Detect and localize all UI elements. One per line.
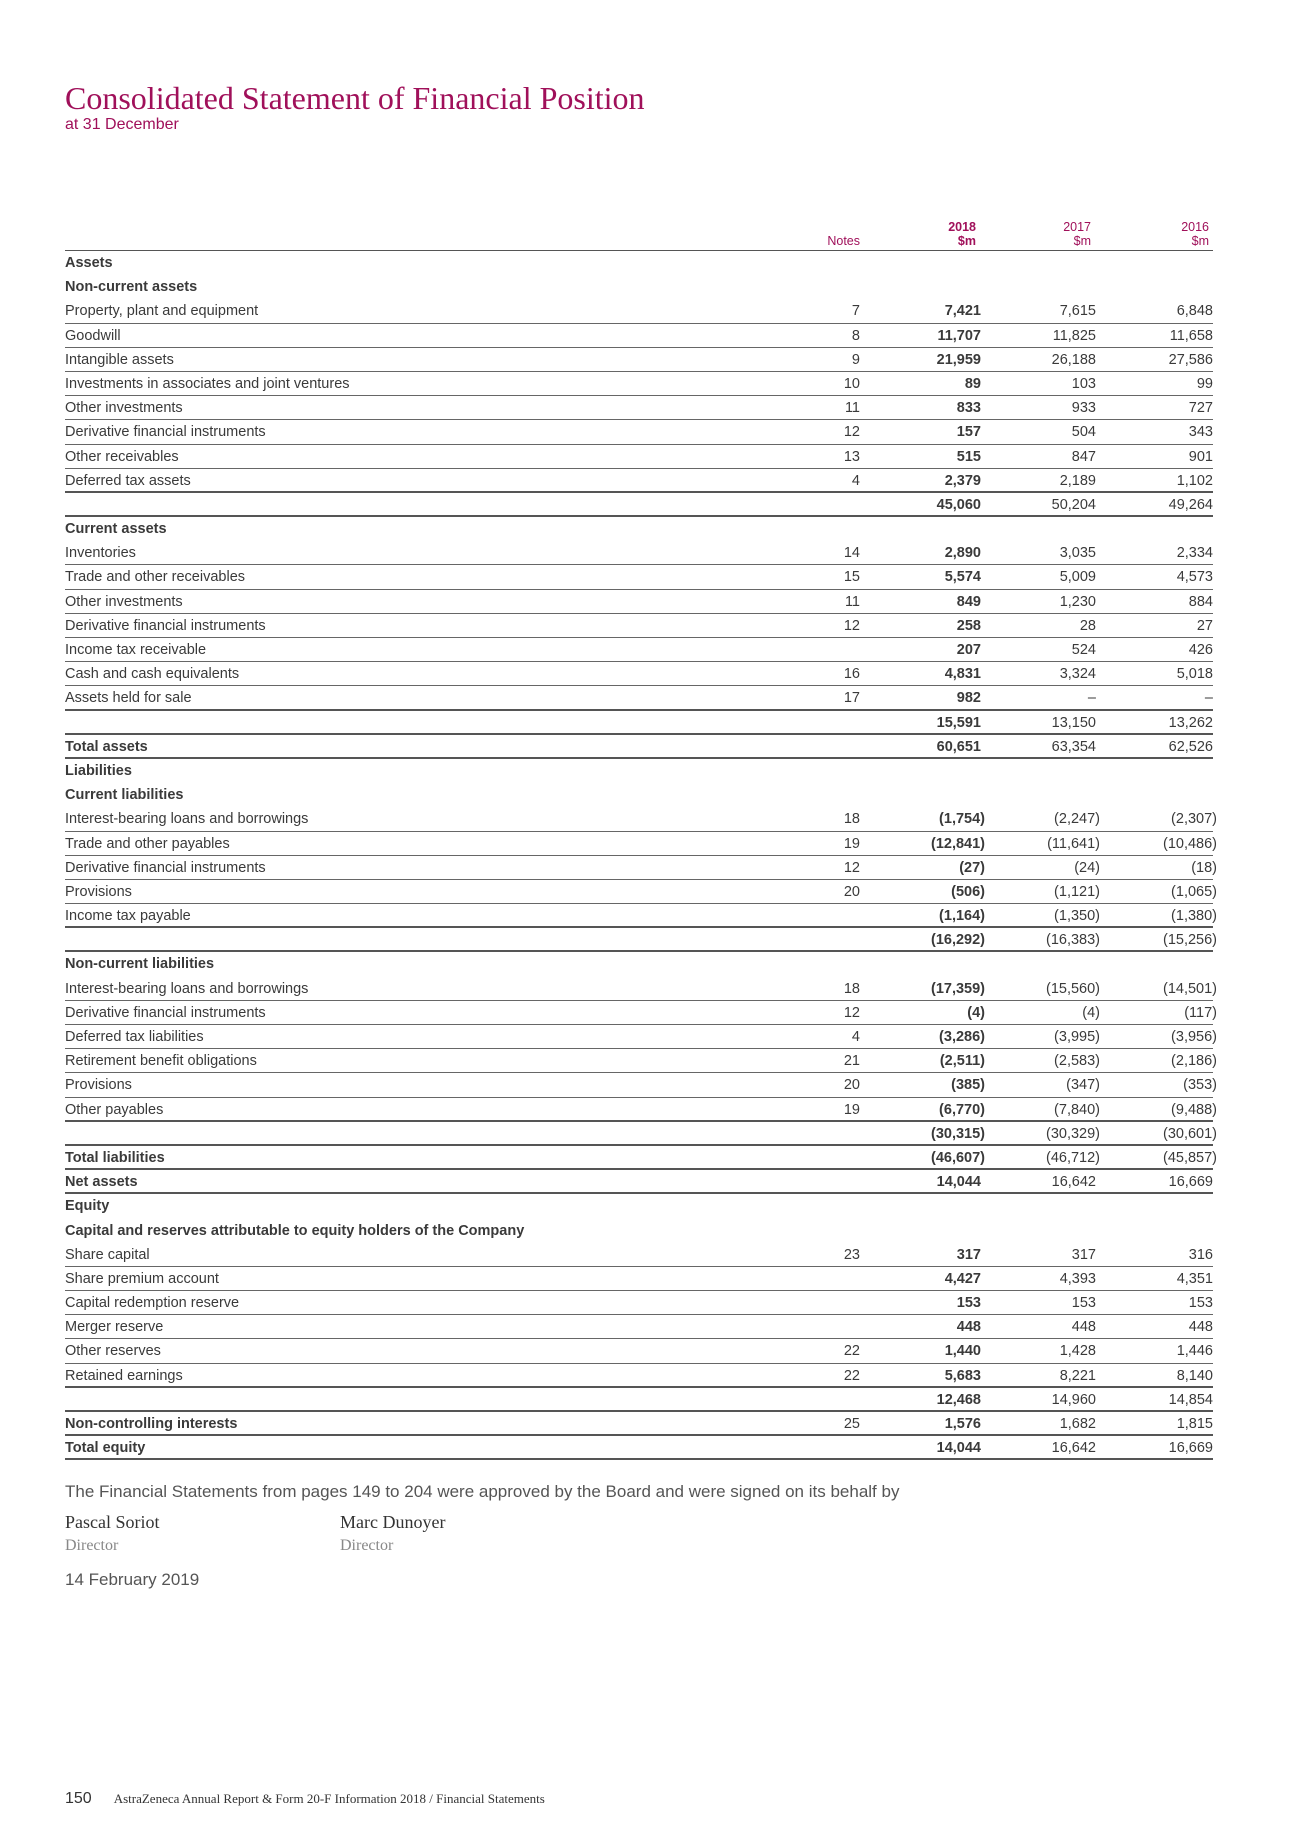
table-row [65,832,1217,856]
total-row [65,1412,1213,1436]
value-2016: 4,351 [1176,1270,1213,1287]
value-2017: 50,204 [1051,496,1096,513]
value-2018: (46,607) [930,1149,985,1166]
value-2017: 1,230 [1059,593,1096,610]
total-row [65,1170,1213,1194]
value-2017: 5,009 [1059,569,1096,586]
value-2017: 153 [1071,1295,1096,1312]
note-ref: 22 [843,1367,860,1384]
notes-column-header: Notes [827,234,860,248]
row-label: Equity [65,1198,110,1215]
value-2017: 3,324 [1059,666,1096,683]
value-2016: 1,815 [1176,1416,1213,1432]
value-2018: 157 [956,424,981,441]
row-label: Merger reserve [65,1319,164,1336]
year-2017-column-header: 2017 $m [1063,220,1091,248]
value-2018: 89 [964,375,981,392]
subtotal-row [65,711,1213,735]
value-2018: 849 [956,593,981,610]
row-label: Deferred tax liabilities [65,1029,204,1045]
row-label: Liabilities [65,762,132,779]
value-2017: 26,188 [1051,351,1096,368]
note-ref: 9 [851,351,860,368]
table-row [65,541,1213,565]
note-ref: 19 [843,1101,860,1118]
row-label: Total equity [65,1440,146,1457]
note-ref: 11 [844,400,860,417]
note-ref: 10 [843,375,860,392]
table-header [65,213,1213,251]
value-2018: 12,468 [936,1391,981,1408]
note-ref: 17 [843,690,860,707]
row-label: Interest-bearing loans and borrowings [65,980,309,997]
value-2017: 3,035 [1059,545,1096,562]
value-2017: 16,642 [1051,1440,1096,1457]
table-row [65,469,1213,493]
value-2016: (1,065) [1171,883,1217,900]
value-2018: 2,890 [944,545,981,562]
value-2016: (117) [1184,1004,1217,1021]
row-label: Retirement benefit obligations [65,1053,257,1070]
page-number: 150 [65,1790,92,1807]
table-row [65,372,1213,396]
value-2017: (347) [1066,1077,1100,1094]
note-ref: 19 [843,835,860,852]
table-row [65,1098,1217,1122]
value-2016: (30,601) [1162,1125,1217,1142]
table-row [65,1291,1213,1315]
row-label: Trade and other payables [65,835,230,852]
section-heading [65,759,1213,783]
value-2016: (45,857) [1162,1149,1217,1166]
signatory-role: Director [65,1537,119,1554]
note-ref: 4 [851,1029,860,1045]
note-ref: 20 [843,1077,860,1094]
value-2016: (2,186) [1171,1053,1217,1070]
row-label: Non-current liabilities [65,956,215,973]
table-row [65,445,1213,469]
note-ref: 12 [843,1004,860,1021]
year-2016-column-header: 2016 $m [1181,220,1209,248]
value-2018: 4,427 [944,1270,981,1287]
value-2017: 448 [1071,1319,1096,1336]
row-label: Other payables [65,1101,164,1118]
value-2018: 1,576 [944,1416,981,1432]
page-subtitle: at 31 December [65,116,179,133]
note-ref: 18 [843,980,860,997]
value-2018: 5,683 [944,1367,981,1384]
section-heading [65,1194,1213,1218]
note-ref: 15 [843,569,860,586]
value-2017: 4,393 [1059,1270,1096,1287]
table-row [65,638,1213,662]
total-row [65,735,1213,759]
row-label: Cash and cash equivalents [65,666,240,683]
value-2018: 4,831 [944,666,981,683]
value-2018: 14,044 [936,1440,981,1457]
note-ref: 12 [843,859,860,876]
value-2016: 316 [1188,1246,1213,1263]
value-2018: (30,315) [930,1125,985,1142]
value-2017: (16,383) [1045,932,1100,949]
value-2017: 13,150 [1051,714,1096,731]
value-2017: (24) [1074,859,1100,876]
value-2018: (506) [951,883,985,900]
value-2016: (18) [1191,859,1217,876]
value-2016: 99 [1196,375,1213,392]
row-label: Non-controlling interests [65,1416,238,1432]
value-2017: 2,189 [1059,472,1096,489]
row-label: Retained earnings [65,1367,183,1384]
value-2017: 317 [1071,1246,1096,1263]
table-row [65,348,1213,372]
value-2016: (14,501) [1162,980,1217,997]
table-row [65,1243,1213,1267]
value-2016: 884 [1188,593,1213,610]
signatory-role: Director [340,1537,394,1554]
value-2017: (2,247) [1054,811,1100,828]
table-row [65,856,1217,880]
value-2018: (1,754) [939,811,985,828]
signatory-2 [340,1512,445,1555]
row-label: Current assets [65,521,167,538]
value-2017: (3,995) [1054,1029,1100,1045]
table-row [65,807,1217,831]
value-2018: 15,591 [936,714,981,731]
row-label: Capital redemption reserve [65,1295,240,1312]
total-row [65,1146,1217,1170]
value-2017: (1,350) [1054,908,1100,925]
signatory-1 [65,1512,160,1555]
value-2016: 11,658 [1169,327,1213,344]
note-ref: 11 [844,593,860,610]
subtotal-row [65,928,1217,952]
value-2018: 982 [956,690,981,707]
table-row [65,299,1213,323]
subtotal-row [65,493,1213,517]
value-2017: (4) [1082,1004,1100,1021]
row-label: Derivative financial instruments [65,1004,266,1021]
section-heading [65,783,1213,807]
value-2018: 5,574 [944,569,981,586]
note-ref: 4 [851,472,860,489]
value-2017: 14,960 [1051,1391,1096,1408]
row-label: Net assets [65,1174,138,1191]
value-2018: (6,770) [939,1101,985,1118]
value-2016: – [1204,690,1213,707]
note-ref: 8 [851,327,860,344]
value-2018: 515 [956,448,981,465]
value-2016: 27,586 [1168,351,1213,368]
note-ref: 16 [843,666,860,683]
note-ref: 18 [843,811,860,828]
table-row [65,1267,1213,1291]
row-label: Assets held for sale [65,690,192,707]
value-2016: 16,669 [1168,1440,1213,1457]
year-2018-column-header: 2018 $m [948,220,976,248]
row-label: Derivative financial instruments [65,859,266,876]
row-label: Other investments [65,593,183,610]
approval-date: 14 February 2019 [65,1570,200,1589]
value-2017: (1,121) [1054,883,1100,900]
value-2018: 258 [956,617,981,634]
row-label: Income tax receivable [65,642,207,658]
table-row [65,396,1213,420]
value-2017: 1,682 [1059,1416,1096,1432]
value-2017: 524 [1071,642,1096,658]
subtotal-row [65,1388,1213,1412]
value-2018: 45,060 [936,496,981,513]
row-label: Share capital [65,1246,150,1263]
table-row [65,904,1217,928]
value-2016: (1,380) [1171,908,1217,925]
value-2018: (17,359) [930,980,985,997]
value-2018: 7,421 [944,303,981,320]
value-2017: 11,825 [1052,327,1096,344]
value-2017: 16,642 [1051,1174,1096,1191]
row-label: Non-current assets [65,279,198,296]
value-2016: (2,307) [1171,811,1217,828]
value-2018: (12,841) [930,835,985,852]
row-label: Inventories [65,545,136,562]
value-2016: 153 [1188,1295,1213,1312]
note-ref: 25 [843,1416,860,1432]
value-2017: (46,712) [1045,1149,1100,1166]
page-title: Consolidated Statement of Financial Position [65,80,645,116]
note-ref: 12 [843,617,860,634]
note-ref: 23 [843,1246,860,1263]
table-row [65,420,1213,444]
row-label: Assets [65,255,113,271]
value-2016: 8,140 [1176,1367,1213,1384]
note-ref: 20 [843,883,860,900]
note-ref: 14 [843,545,860,562]
table-row [65,1364,1213,1388]
table-row [65,1073,1217,1097]
row-label: Intangible assets [65,351,174,368]
table-row [65,324,1213,348]
row-label: Goodwill [65,327,121,344]
value-2016: 343 [1188,424,1213,441]
value-2016: 16,669 [1168,1174,1213,1191]
total-row [65,1436,1213,1460]
table-row [65,1339,1213,1363]
value-2018: (1,164) [939,908,985,925]
value-2017: (15,560) [1045,980,1100,997]
table-row [65,590,1213,614]
value-2018: 11,707 [937,327,981,344]
value-2017: (2,583) [1054,1053,1100,1070]
value-2016: 6,848 [1176,303,1213,320]
value-2017: (11,641) [1047,835,1100,852]
value-2017: 28 [1079,617,1096,634]
footer-text: AstraZeneca Annual Report & Form 20-F Information 2018 / Financial Statements [113,1791,545,1806]
value-2016: (3,956) [1171,1029,1217,1045]
row-label: Property, plant and equipment [65,303,259,320]
value-2016: (353) [1183,1077,1217,1094]
table-body [65,251,1217,1460]
value-2016: 5,018 [1176,666,1213,683]
table-row [65,1049,1217,1073]
note-ref: 12 [843,424,860,441]
row-label: Derivative financial instruments [65,617,266,634]
financial-position-table [65,213,1217,1460]
row-label: Provisions [65,883,132,900]
section-heading [65,275,1213,299]
value-2017: 7,615 [1059,303,1096,320]
value-2018: 153 [956,1295,981,1312]
table-row [65,1001,1217,1025]
value-2017: (7,840) [1054,1101,1100,1118]
table-row [65,565,1213,589]
value-2016: 426 [1188,642,1213,658]
value-2018: 21,959 [936,351,981,368]
value-2016: (15,256) [1162,932,1217,949]
value-2018: 1,440 [944,1343,981,1360]
value-2018: (16,292) [930,932,985,949]
value-2017: 8,221 [1059,1367,1096,1384]
note-ref: 22 [843,1343,860,1360]
row-label: Total liabilities [65,1149,165,1166]
value-2018: 448 [956,1319,981,1336]
signatory-name: Marc Dunoyer [340,1512,446,1532]
section-heading [65,952,1213,976]
value-2016: 1,102 [1176,472,1213,489]
value-2017: 504 [1071,424,1096,441]
row-label: Capital and reserves attributable to equity holders of the Company [65,1222,525,1239]
signatory-name: Pascal Soriot [65,1512,160,1532]
row-label: Income tax payable [65,908,191,925]
value-2018: (2,511) [939,1053,985,1070]
value-2018: (4) [967,1004,985,1021]
value-2016: 4,573 [1176,569,1213,586]
value-2016: 1,446 [1176,1343,1213,1360]
value-2018: (3,286) [939,1029,985,1045]
table-row [65,1025,1217,1049]
row-label: Derivative financial instruments [65,424,266,441]
value-2016: 727 [1188,400,1213,417]
value-2017: 1,428 [1059,1343,1096,1360]
table-row [65,880,1217,904]
table-row [65,1315,1213,1339]
value-2016: 14,854 [1168,1391,1213,1408]
row-label: Provisions [65,1077,132,1094]
table-row [65,662,1213,686]
value-2017: – [1087,690,1096,707]
note-ref: 13 [843,448,860,465]
row-label: Other investments [65,400,183,417]
value-2018: 2,379 [944,472,981,489]
table-row [65,977,1217,1001]
value-2016: 901 [1188,448,1213,465]
value-2017: 847 [1071,448,1096,465]
value-2016: 62,526 [1168,738,1213,755]
table-row [65,686,1213,710]
value-2018: (27) [959,859,985,876]
value-2018: 60,651 [936,738,981,755]
row-label: Other reserves [65,1343,161,1360]
value-2018: 833 [956,400,981,417]
row-label: Deferred tax assets [65,472,191,489]
row-label: Total assets [65,738,148,755]
value-2016: (10,486) [1162,835,1217,852]
value-2016: 27 [1196,617,1213,634]
value-2016: 2,334 [1176,545,1213,562]
value-2018: 207 [956,642,981,658]
note-ref: 7 [851,303,860,320]
value-2016: 448 [1188,1319,1213,1336]
value-2016: (9,488) [1171,1101,1217,1118]
value-2017: 103 [1071,375,1096,392]
value-2018: 317 [956,1246,981,1263]
approval-statement: The Financial Statements from pages 149 to 204 were approved by the Board and were signed on its behalf by [65,1482,900,1501]
note-ref: 21 [843,1053,860,1070]
row-label: Share premium account [65,1270,219,1287]
value-2016: 49,264 [1168,496,1213,513]
row-label: Trade and other receivables [65,569,246,586]
section-heading [65,1219,1213,1243]
value-2018: (385) [951,1077,985,1094]
value-2017: (30,329) [1045,1125,1100,1142]
row-label: Interest-bearing loans and borrowings [65,811,309,828]
row-label: Other receivables [65,448,179,465]
value-2017: 63,354 [1051,738,1096,755]
value-2018: 14,044 [936,1174,981,1191]
value-2017: 933 [1071,400,1096,417]
section-heading [65,251,1213,275]
row-label: Investments in associates and joint ventures [65,375,350,392]
table-row [65,614,1213,638]
page-footer [65,1790,545,1808]
subtotal-row [65,1122,1217,1146]
value-2016: 13,262 [1168,714,1213,731]
section-heading [65,517,1213,541]
row-label: Current liabilities [65,787,184,804]
